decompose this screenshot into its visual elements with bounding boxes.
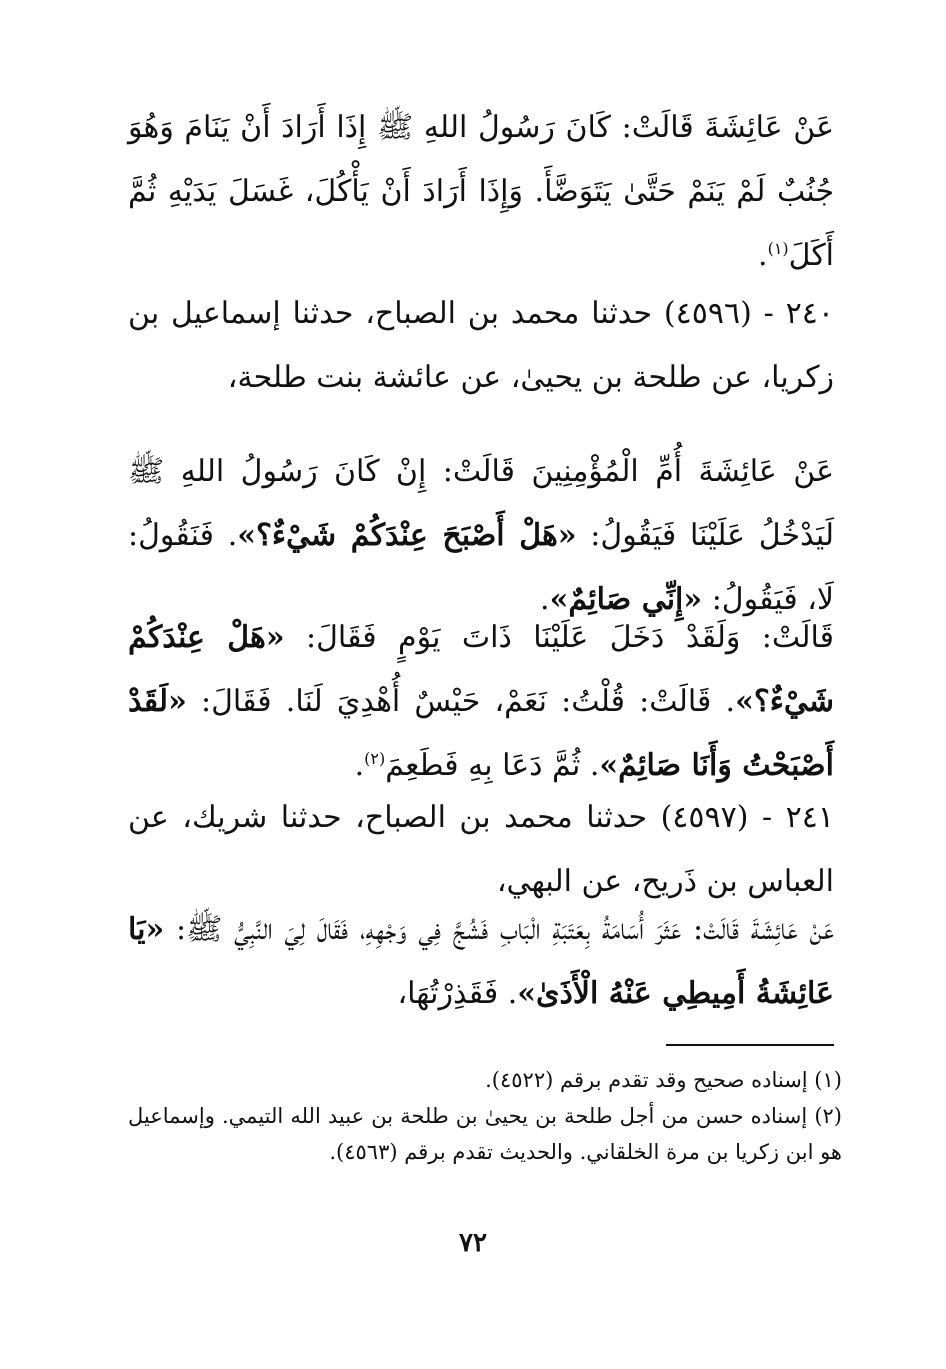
footnote-2: (٢) إسناده حسن من أجل طلحة بن يحيىٰ بن طلحة بن عبيد الله التيمي. وإسماعيل هو ابن زكريا بن مرة الخلقاني. والحديث تقدم برقم (٤٥٦٣). (128, 1104, 842, 1164)
text-span: ٢٤٠ - (٤٥٩٦) حدثنا محمد بن الصباح، حدثنا إسماعيل بن زكريا، عن طلحة بن يحيىٰ، عن عائشة بنت طلحة، (128, 296, 834, 395)
hadith-text-240 (128, 440, 834, 632)
prophet-quote: «هَلْ أَصْبَحَ عِنْدَكُمْ شَيْءٌ؟» (237, 518, 577, 553)
hadith-text-241 (128, 898, 834, 1026)
text-span: . فَقَذِرْتُهَا، (397, 976, 518, 1011)
text-span: عَنْ عَائِشَةَ قَالَتْ: عَثَرَ أُسَامَةُ بِعَتَبَةِ الْبَابِ فَشُجَّ فِي وَجْهِهِ، فَقَالَ لِيَ النَّبِيُّ ﷺ: (164, 912, 834, 947)
isnad-240 (128, 282, 834, 410)
prophet-quote: «لَقَدْ أَصْبَحْتُ وَأَنَا صَائِمٌ» (128, 684, 834, 783)
text-span: عَنْ عَائِشَةَ أُمِّ الْمُؤْمِنِينَ قَالَتْ: إِنْ كَانَ رَسُولُ اللهِ ﷺ لَيَدْخُلُ عَلَيْنَا فَيَقُولُ: (128, 454, 835, 553)
hadith-text-240-cont (128, 606, 834, 798)
hadith-text-1 (128, 96, 834, 288)
text-span: ٢٤١ - (٤٥٩٧) حدثنا محمد بن الصباح، حدثنا شريك، عن العباس بن ذَريح، عن البهي، (128, 800, 834, 899)
footnote-divider (666, 1044, 834, 1046)
text-span: . (540, 582, 550, 617)
prophet-quote: «إِنِّي صَائِمٌ» (549, 582, 703, 617)
text-span: . فَنَقُولُ: لَا، فَيَقُولُ: (128, 518, 834, 617)
prophet-quote: «يَا عَائِشَةُ أَمِيطِي عَنْهُ الْأَذَىٰ» (128, 912, 834, 1011)
prophet-quote: «هَلْ عِنْدَكُمْ شَيْءٌ؟» (128, 620, 834, 719)
text-span: . ثُمَّ دَعَا بِهِ فَطَعِمَ (385, 748, 600, 783)
isnad-241 (128, 786, 834, 914)
footnote-ref-1: (١) (767, 239, 789, 258)
text-span: . (354, 748, 365, 783)
footnote-1: (١) إسناده صحيح وقد تقدم برقم (٤٥٢٢). (485, 1068, 842, 1092)
text-span: عَنْ عَائِشَةَ قَالَتْ: كَانَ رَسُولُ اللهِ ﷺ إِذَا أَرَادَ أَنْ يَنَامَ وَهُوَ جُنُبٌ لَمْ يَنَمْ حَتَّىٰ يَتَوَضَّأَ. وَإِذَا أَرَادَ أَنْ يَأْكُلَ، غَسَلَ يَدَيْهِ ثُمَّ أَكَلَ (128, 110, 834, 273)
page-number: ٧٢ (459, 1228, 487, 1258)
text-span: . قَالَتْ: قُلْتُ: نَعَمْ، حَيْسٌ أُهْدِيَ لَنَا. فَقَالَ: (186, 684, 736, 719)
footnote-ref-2: (٢) (364, 749, 386, 768)
text-span: . (758, 238, 768, 273)
text-span: قَالَتْ: وَلَقَدْ دَخَلَ عَلَيْنَا ذَاتَ يَوْمٍ فَقَالَ: (284, 620, 834, 655)
